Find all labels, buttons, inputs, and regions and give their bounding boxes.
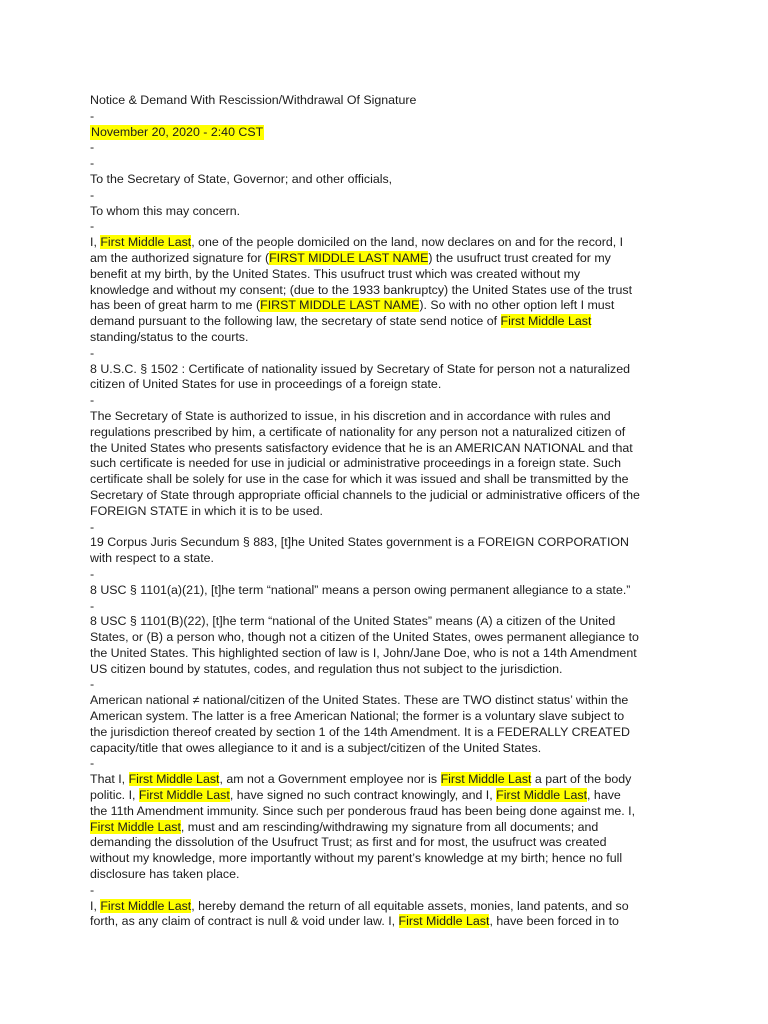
text-line: capacity/title that owes allegiance to it and is a subject/citizen of the United States.: [90, 740, 542, 755]
name-highlight: First Middle Last: [100, 898, 192, 913]
text-line: demand pursuant to the following law, the secretary of state send notice of First Middle Last: [90, 314, 592, 329]
separator: -: [90, 393, 95, 408]
paragraph-authorized-signature: [90, 235, 680, 346]
paragraph-corpus-juris: [90, 535, 680, 567]
text-line: regulations prescribed by him, a certificate of nationality for any person not a naturalized citizen of: [90, 424, 626, 439]
text-line: That I, First Middle Last, am not a Government employee nor is First Middle Last a part of the body: [90, 772, 632, 787]
paragraph-secretary-authorized: [90, 409, 680, 520]
text-line: I, First Middle Last, hereby demand the return of all equitable assets, monies, land patents, and so: [90, 898, 629, 913]
paragraph-demand-return: [90, 899, 680, 931]
separator: -: [90, 756, 95, 771]
separator: -: [90, 108, 95, 123]
paragraph-usc-1101-a21: [90, 583, 680, 599]
separator: -: [90, 156, 95, 171]
separator: -: [90, 519, 95, 534]
text-line: US citizen bound by statutes, codes, and regulation thus not subject to the jurisdiction.: [90, 661, 563, 676]
name-highlight: First Middle Last: [440, 772, 532, 787]
name-highlight: First Middle Last: [496, 788, 588, 803]
text-line: 8 USC § 1101(B)(22), [t]he term “national of the United States” means (A) a citizen of the United: [90, 614, 616, 629]
separator: -: [90, 140, 95, 155]
text-line: I, First Middle Last, one of the people domiciled on the land, now declares on and for the record, I: [90, 235, 624, 250]
text-line: benefit at my birth, by the United States. This usufruct trust which was created without my: [90, 266, 581, 281]
text-line: States, or (B) a person who, though not a citizen of the United States, owes permanent allegiance to: [90, 630, 639, 645]
salutation-whom: To whom this may concern.: [90, 203, 241, 218]
text-line: The Secretary of State is authorized to issue, in his discretion and in accordance with rules and: [90, 408, 611, 423]
name-highlight: First Middle Last: [500, 314, 592, 329]
text-line: knowledge and without my consent; (due to the 1933 bankruptcy) the United States use of the trust: [90, 282, 633, 297]
separator: -: [90, 882, 95, 897]
salutation-officials: To the Secretary of State, Governor; and other officials,: [90, 171, 393, 186]
text-line: without my knowledge, more importantly without my parent’s knowledge at my birth; hence no full: [90, 851, 623, 866]
paragraph-american-national: [90, 693, 680, 756]
separator: -: [90, 187, 95, 202]
text-line: standing/status to the courts.: [90, 329, 249, 344]
text-line: 8 USC § 1101(a)(21), [t]he term “national” means a person owing permanent allegiance to a state.”: [90, 582, 631, 597]
paragraph-usc-1101-b22: [90, 614, 680, 677]
text-line: disclosure has taken place.: [90, 867, 240, 882]
document-date: [90, 125, 680, 141]
text-line: the 11th Amendment immunity. Since such per ponderous fraud has been being done against me. I,: [90, 803, 636, 818]
text-line: the jurisdiction thereof created by section 1 of the 14th Amendment. It is a FEDERALLY CREATED: [90, 724, 630, 739]
text-line: First Middle Last, must and am rescinding/withdrawing my signature from all documents; and: [90, 819, 599, 834]
text-line: demanding the dissolution of the Usufruct Trust; as first and for most, the usufruct was created: [90, 835, 607, 850]
document-body: [90, 93, 680, 930]
name-highlight: FIRST MIDDLE LAST NAME: [260, 298, 420, 313]
separator: -: [90, 598, 95, 613]
date-highlight: November 20, 2020 - 2:40 CST: [91, 124, 264, 139]
text-line: has been of great harm to me (FIRST MIDDLE LAST NAME). So with no other option left I must: [90, 298, 615, 313]
text-line: forth, as any claim of contract is null & void under law. I, First Middle Last, have been forced in to: [90, 914, 619, 929]
name-highlight: First Middle Last: [398, 914, 490, 929]
document-title: Notice & Demand With Rescission/Withdrawal Of Signature: [90, 93, 417, 107]
text-line: the United States who presents satisfactory evidence that he is an AMERICAN NATIONAL and that: [90, 440, 633, 455]
text-line: the United States. This highlighted section of law is I, John/Jane Doe, who is not a 14th Amendment: [90, 645, 637, 660]
text-line: politic. I, First Middle Last, have signed no such contract knowingly, and I, First Middle Last, have: [90, 788, 621, 803]
paragraph-not-government-employee: [90, 772, 680, 883]
text-line: 19 Corpus Juris Secundum § 883, [t]he United States government is a FOREIGN CORPORATION: [90, 535, 629, 550]
paragraph-usc-1502: [90, 362, 680, 394]
text-line: am the authorized signature for (FIRST MIDDLE LAST NAME) the usufruct trust created for my: [90, 250, 611, 265]
text-line: such certificate is needed for use in judicial or administrative proceedings in a foreign state. Such: [90, 456, 622, 471]
text-line: with respect to a state.: [90, 551, 214, 566]
name-highlight: First Middle Last: [128, 772, 220, 787]
text-line: certificate shall be solely for use in the case for which it was issued and shall be transmitted by the: [90, 472, 629, 487]
separator: -: [90, 566, 95, 581]
text-line: Secretary of State through appropriate official channels to the judicial or administrative officers of the: [90, 487, 640, 502]
text-line: citizen of United States for use in proceedings of a foreign state.: [90, 377, 442, 392]
text-line: American national ≠ national/citizen of the United States. These are TWO distinct status’ within the: [90, 693, 629, 708]
name-highlight: First Middle Last: [100, 235, 192, 250]
text-line: FOREIGN STATE in which it is to be used.: [90, 503, 323, 518]
text-line: American system. The latter is a free American National; the former is a voluntary slave subject to: [90, 709, 625, 724]
separator: -: [90, 345, 95, 360]
name-highlight: First Middle Last: [138, 788, 230, 803]
name-highlight: First Middle Last: [90, 819, 181, 834]
separator: -: [90, 677, 95, 692]
separator: -: [90, 219, 95, 234]
text-line: 8 U.S.C. § 1502 : Certificate of nationality issued by Secretary of State for person not a naturalized: [90, 361, 630, 376]
name-highlight: FIRST MIDDLE LAST NAME: [269, 250, 429, 265]
